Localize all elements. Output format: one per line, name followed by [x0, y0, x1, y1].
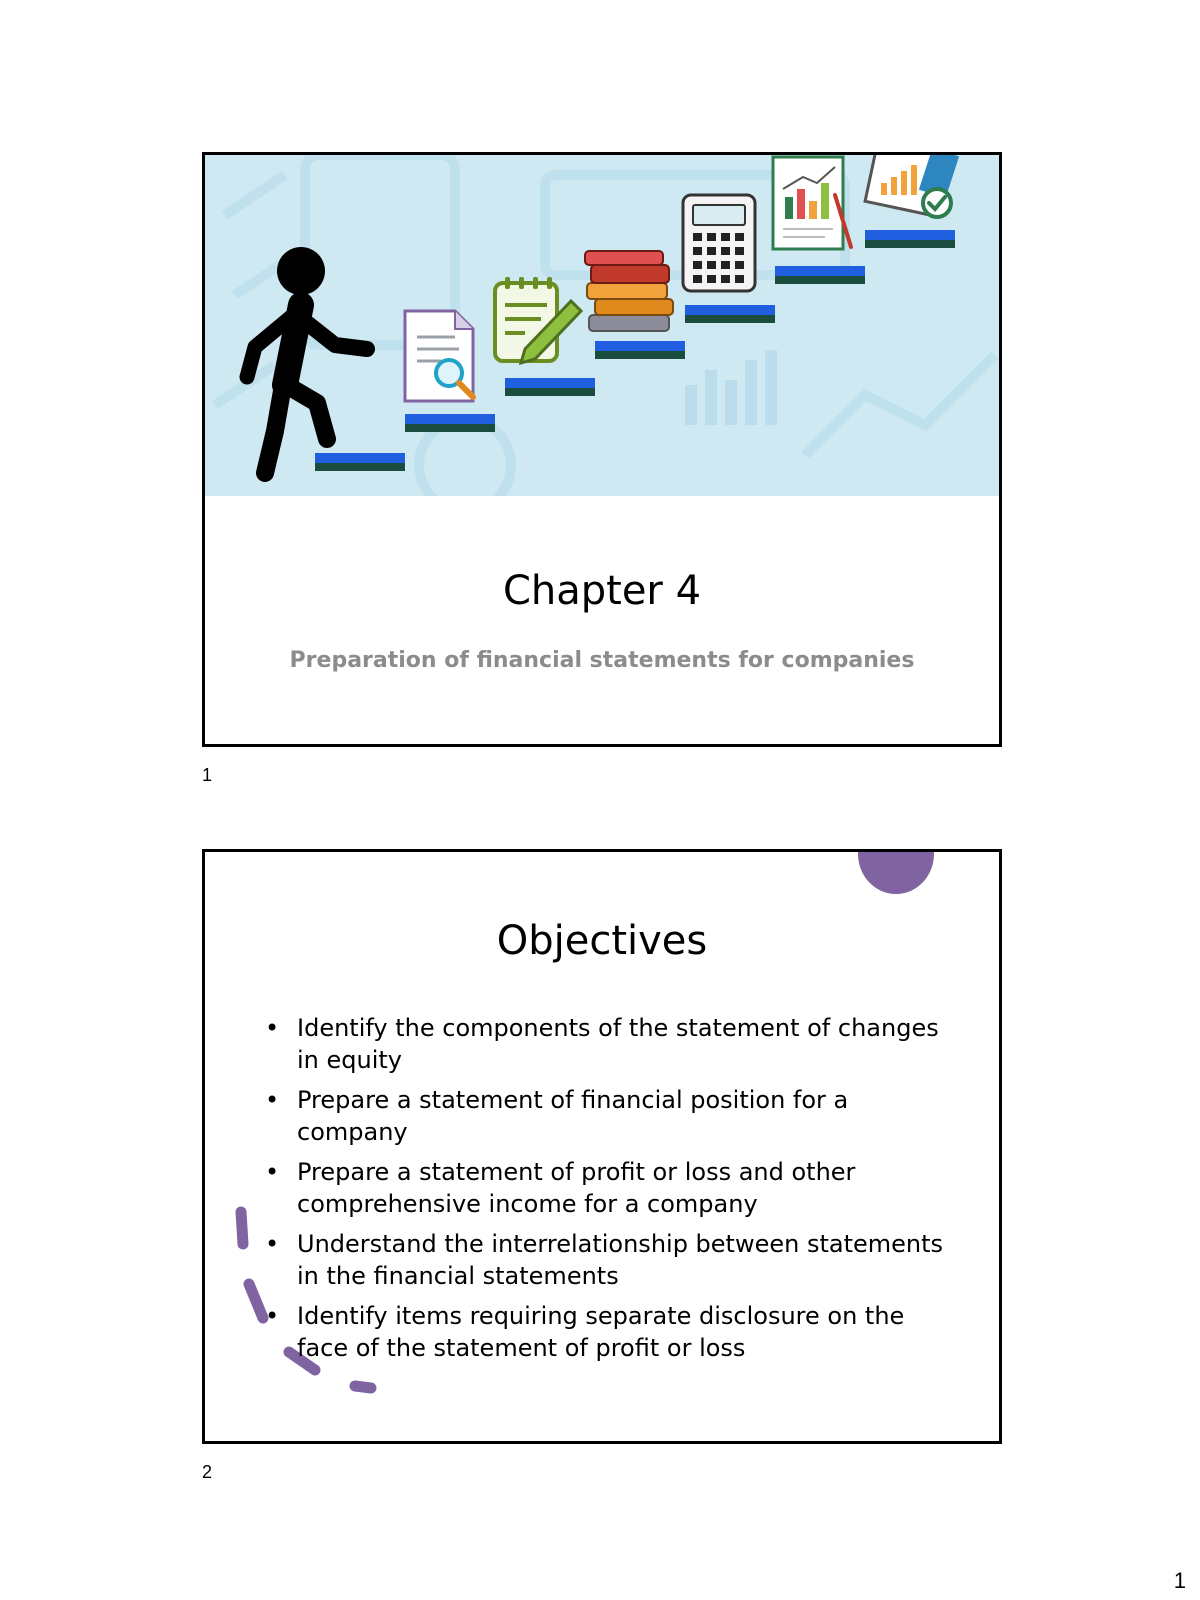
ink-dash-2	[249, 1284, 263, 1318]
bullet-text: Prepare a statement of profit or loss and other comprehensive income for a company	[297, 1158, 856, 1218]
bar-chart-clipboard-icon	[773, 157, 851, 249]
list-item	[265, 1084, 945, 1148]
slide-1	[202, 152, 1002, 747]
calculator-icon	[683, 195, 755, 291]
page-number: 1	[1173, 1568, 1186, 1593]
ink-dash-1	[241, 1212, 243, 1244]
hero-image	[205, 155, 999, 496]
bullet-text: Identify items requiring separate disclosure on the face of the statement of profit or loss	[297, 1302, 905, 1362]
slide-title: Chapter 4	[502, 568, 702, 614]
bullet-text: Understand the interrelationship between statements in the financial statements	[297, 1230, 944, 1290]
slide-subtitle: Preparation of financial statements for companies	[289, 648, 915, 673]
slide-title: Objectives	[496, 918, 708, 964]
bullet-glyph: •	[265, 1230, 280, 1258]
bullet-text: Identify the components of the statement of changes in equity	[297, 1014, 939, 1074]
list-item	[265, 1012, 945, 1076]
slide-2	[202, 849, 1002, 1444]
bullet-glyph: •	[265, 1302, 280, 1330]
list-item	[265, 1300, 945, 1364]
bullet-glyph: •	[265, 1014, 280, 1042]
slide-number: 2	[202, 1462, 213, 1482]
list-item	[265, 1228, 945, 1292]
bullet-glyph: •	[265, 1086, 280, 1114]
list-item	[265, 1156, 945, 1220]
document-search-icon	[405, 311, 473, 401]
books-icon	[585, 251, 673, 331]
slide-number: 1	[202, 765, 213, 785]
purple-corner-circle	[858, 852, 934, 894]
ink-dash-4	[355, 1386, 371, 1388]
bullet-glyph: •	[265, 1158, 280, 1186]
bullet-text: Prepare a statement of financial position for a company	[297, 1086, 849, 1146]
objectives-list	[265, 1012, 945, 1372]
